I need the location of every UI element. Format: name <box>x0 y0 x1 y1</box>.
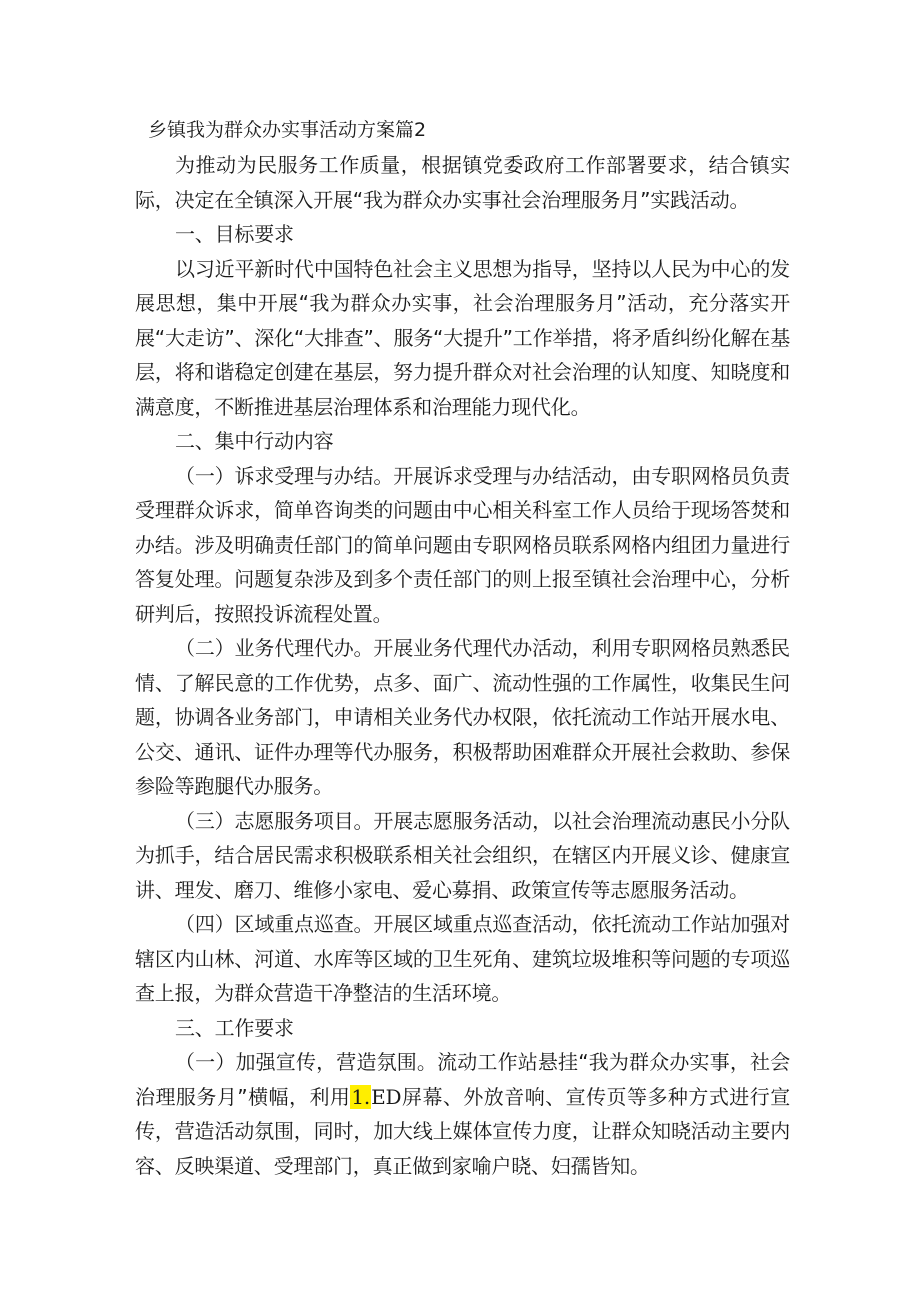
section-heading-actions: 二、集中行动内容 <box>175 429 334 453</box>
requirement-text-start: （一）加强宣传，营造氛围。流动工作站悬挂“我为群众办实事，社会治理服务月”横幅，利用 <box>135 1050 790 1109</box>
action-item-1: （一）诉求受理与办结。开展诉求受理与办结活动，由专职网格员负责受理群众诉求，简单咨询类的问题由中心相关科室工作人员给于现场答焚和办结。涉及明确责任部门的简单问题由专职网格员联系网格内组团力量进行答复处理。问题复杂涉及到多个责任部门的则上报至镇社会治理中心，分析研判后，按照投诉流程处置。 <box>135 463 790 626</box>
highlighted-text: 1. <box>351 1084 371 1109</box>
action-item-2: （二）业务代理代办。开展业务代理代办活动，利用专职网格员熟悉民情、了解民意的工作优势，点多、面广、流动性强的工作属性，收集民生问题，协调各业务部门，申请相关业务代办权限，依托流动工作站开展水电、公交、通讯、证件办理等代办服务，积极帮助困难群众开展社会救助、参保参险等跑腿代办服务。 <box>135 636 790 798</box>
goals-paragraph: 以习近平新时代中国特色社会主义思想为指导，坚持以人民为中心的发展思想，集中开展“我为群众办实事，社会治理服务月”活动，充分落实开展“大走访”、深化“大排查”、服务“大提升”工作举措，将矛盾纠纷化解在基层，将和谐稳定创建在基层，努力提升群众对社会治理的认知度、知晓度和满意度，不断推进基层治理体系和治理能力现代化。 <box>135 256 790 419</box>
requirement-item-1 <box>135 1045 790 1183</box>
document-title: 乡镇我为群众办实事活动方案篇2 <box>148 119 427 141</box>
requirement-ed-text: ED <box>371 1084 402 1109</box>
intro-paragraph: 为推动为民服务工作质量，根据镇党委政府工作部署要求，结合镇实际，决定在全镇深入开展“我为群众办实事社会治理服务月”实践活动。 <box>135 153 790 212</box>
section-heading-goals: 一、目标要求 <box>175 222 294 246</box>
requirement-text-end: 屏幕、外放音响、宣传页等多种方式进行宣传，营造活动氛围，同时，加大线上媒体宣传力度，让群众知晓活动主要内容、反映渠道、受理部门，真正做到家喻户晓、妇孺皆知。 <box>135 1084 790 1178</box>
document-body <box>135 148 790 1183</box>
action-item-3: （三）志愿服务项目。开展志愿服务活动，以社会治理流动惠民小分队为抓手，结合居民需求积极联系相关社会组织，在辖区内开展义诊、健康宣讲、理发、磨刀、维修小家电、爱心募捐、政策宣传等志愿服务活动。 <box>135 808 790 902</box>
action-item-4: （四）区域重点巡查。开展区域重点巡查活动，依托流动工作站加强对辖区内山林、河道、水库等区域的卫生死角、建筑垃圾堆积等问题的专项巡查上报，为群众营造干净整洁的生活环境。 <box>135 912 790 1005</box>
section-heading-requirements: 三、工作要求 <box>175 1015 294 1040</box>
